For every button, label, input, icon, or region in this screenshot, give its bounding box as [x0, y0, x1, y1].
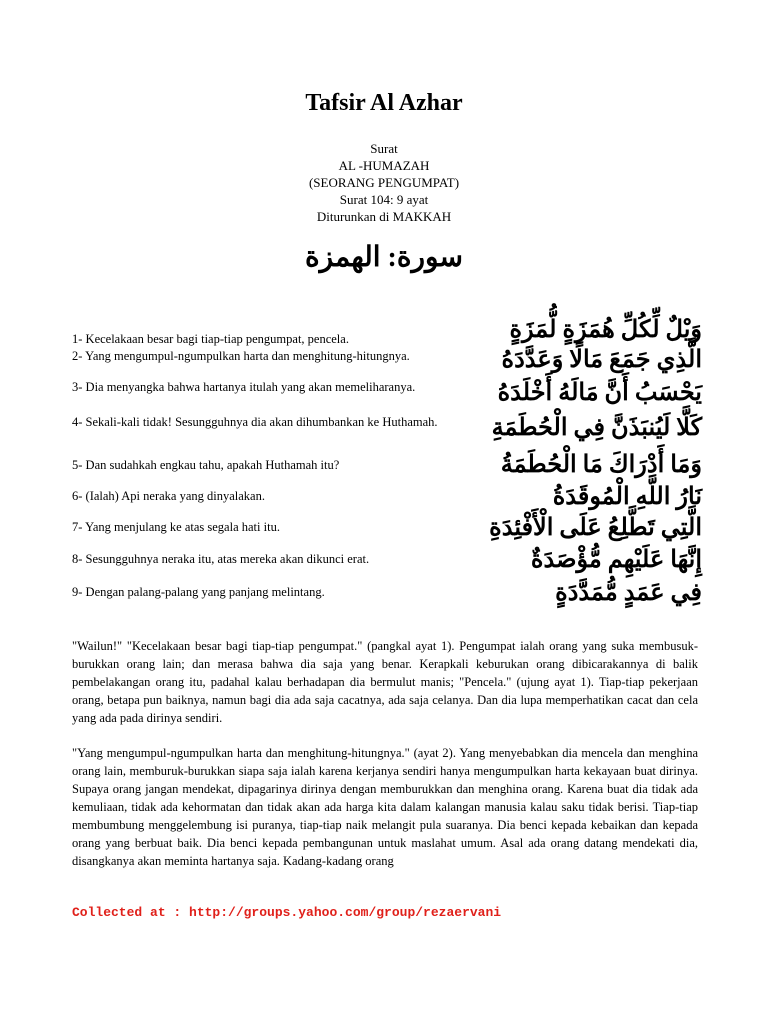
- verse-arabic: يَحْسَبُ أَنَّ مَالَهُ أَخْلَدَهُ: [497, 380, 702, 406]
- surah-title-arabic: سورة: الهمزة: [305, 242, 463, 273]
- verse-arabic: إِنَّهَا عَلَيْهِم مُّؤْصَدَةٌ: [530, 547, 702, 573]
- verse-translation: 2- Yang mengumpul-ngumpulkan harta dan menghitung-hitungnya.: [72, 349, 410, 363]
- surah-meta: [0, 140, 768, 225]
- verse-translation: 3- Dia menyangka bahwa hartanya itulah yang akan memeliharanya.: [72, 380, 416, 394]
- verse-translation: 4- Sekali-kali tidak! Sesungguhnya dia akan dihumbankan ke Huthamah.: [72, 415, 438, 429]
- verse-translation: 8- Sesungguhnya neraka itu, atas mereka akan dikunci erat.: [72, 552, 370, 566]
- verse-translation: 5- Dan sudahkah engkau tahu, apakah Huthamah itu?: [72, 458, 340, 472]
- document-title: Tafsir Al Azhar: [305, 90, 463, 116]
- commentary-paragraph: "Wailun!" "Kecelakaan besar bagi tiap-tiap pengumpat." (pangkal ayat 1). Pengumpat ialah orang yang suka membusuk-burukkan orang lain; dan merasa bahwa dia saja yang benar. Kerapkali keburukan orang dibicarakannya di balik pembelakangan orang itu, padahal kalau berhadapan dia bermulut manis; "Pencela." (ujung ayat 1). Tiap-tiap pekerjaan orang, betapa pun baiknya, namun bagi dia ada saja cacatnya, ada saja celanya. Dan dia lupa memperhatikan cacat dan cela yang ada pada dirinya sendiri.: [72, 639, 698, 725]
- verse-arabic: وَمَا أَدْرَاكَ مَا الْحُطَمَةُ: [500, 452, 702, 478]
- commentary-paragraph: "Yang mengumpul-ngumpulkan harta dan menghitung-hitungnya." (ayat 2). Yang menyebabkan dia mencela dan menghina orang lain, memburuk-burukkan siapa saja ialah karena kerjanya sendiri hanya mengumpulkan harta kekayaan buat dirinya. Supaya orang jangan mendekat, dipagarinya dirinya dengan memburukkan dan menghina orang. Karena buat dia tidak ada kemuliaan, tidak ada kehormatan dan tidak akan ada harga kita dalam kalangan manusia kalau saku tidak berisi. Tiap-tiap membumbung menggelembung isi puranya, tiap-tiap naik melangit pula suaranya. Dia benci kepada kebaikan dan kepada orang yang berbuat baik. Dia benci kepada pembangunan untuk maslahat umum. Asal ada orang datang mendekati dia, disangkanya akan meminta hartanya saja. Kadang-kadang orang: [72, 746, 698, 868]
- verse-arabic: نَارُ اللَّهِ الْمُوقَدَةُ: [552, 484, 702, 510]
- meta-line: AL -HUMAZAH: [338, 158, 430, 173]
- meta-line: (SEORANG PENGUMPAT): [308, 175, 460, 190]
- verse-translation: 7- Yang menjulang ke atas segala hati itu.: [72, 520, 280, 534]
- meta-line: Surat 104: 9 ayat: [339, 192, 429, 207]
- verse-translation: 6- (Ialah) Api neraka yang dinyalakan.: [72, 489, 265, 503]
- verse-arabic: وَيْلٌ لِّكُلِّ هُمَزَةٍ لُّمَزَةٍ: [509, 317, 702, 343]
- footer-link[interactable]: Collected at : http://groups.yahoo.com/group/rezaervani: [72, 905, 502, 920]
- verse-translation: 1- Kecelakaan besar bagi tiap-tiap pengumpat, pencela.: [72, 332, 349, 346]
- meta-line: Surat: [370, 141, 398, 156]
- verse-arabic: الَّذِي جَمَعَ مَالًا وَعَدَّدَهُ: [501, 347, 702, 373]
- meta-line: Diturunkan di MAKKAH: [316, 209, 452, 224]
- verse-arabic: الَّتِي تَطَّلِعُ عَلَى الْأَفْئِدَةِ: [489, 515, 702, 541]
- verse-translation: 9- Dengan palang-palang yang panjang melintang.: [72, 585, 325, 599]
- verse-arabic: كَلَّا لَيُنبَذَنَّ فِي الْحُطَمَةِ: [491, 415, 702, 441]
- verse-arabic: فِي عَمَدٍ مُّمَدَّدَةٍ: [555, 580, 702, 606]
